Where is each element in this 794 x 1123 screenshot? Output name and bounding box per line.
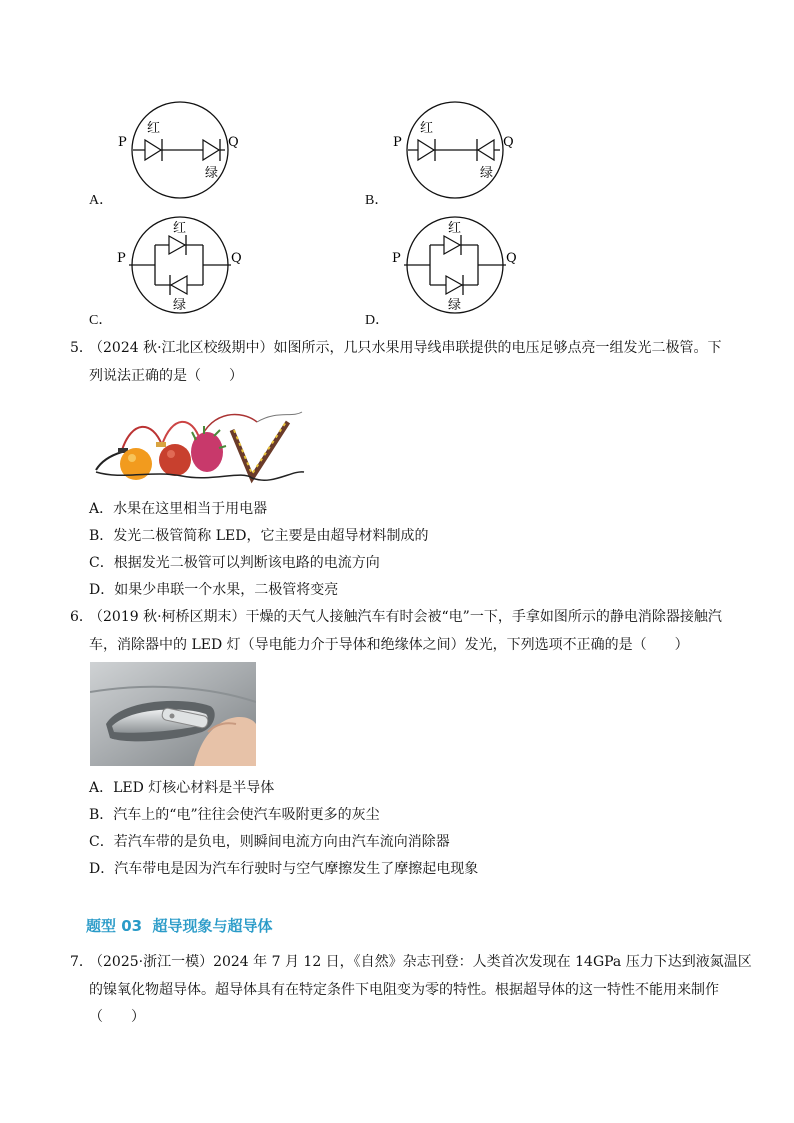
question-7-stem-line3: （ ） [89,1009,145,1025]
question-5-stem-line1: （2024 秋·江北区校级期中）如图所示，几只水果用导线串联提供的电压足够点亮一组发光二极管。下 [89,340,722,356]
question-5-stem-line2: 列说法正确的是（ ） [89,368,243,384]
question-5-option-c[interactable]: C．根据发光二极管可以判断该电路的电流方向 [89,555,380,571]
option-c-diagram [115,215,250,320]
terminal-q-label: Q [231,251,242,266]
question-5-option-a[interactable]: A．水果在这里相当于用电器 [89,501,268,517]
terminal-p-label: P [117,251,126,266]
red-led-label: 红 [147,121,161,136]
option-d-letter[interactable]: D． [365,313,390,328]
option-a-diagram [115,100,250,205]
option-c-letter[interactable]: C． [89,313,113,328]
question-7-stem-line1: （2025·浙江一模）2024 年 7 月 12 日，《自然》杂志刊登：人类首次发现在 14GPa 压力下达到液氮温区 [89,954,752,970]
green-led-label: 绿 [480,166,494,181]
question-5-option-d[interactable]: D．如果少串联一个水果，二极管将变亮 [89,582,339,598]
terminal-q-label: Q [228,135,239,150]
terminal-p-label: P [393,135,402,150]
terminal-p-label: P [392,251,401,266]
terminal-q-label: Q [506,251,517,266]
terminal-q-label: Q [503,135,514,150]
fruit-battery-photo [92,400,306,486]
red-led-label: 红 [173,221,187,236]
section-heading: 题型 03 超导现象与超导体 [86,917,273,935]
option-d-diagram [390,215,525,320]
question-6-option-a[interactable]: A．LED 灯核心材料是半导体 [89,780,275,796]
green-led-label: 绿 [448,298,462,313]
green-led-label: 绿 [205,166,219,181]
question-6-option-d[interactable]: D．汽车带电是因为汽车行驶时与空气摩擦发生了摩擦起电现象 [89,861,479,877]
question-7-stem-line2: 的镍氧化物超导体。超导体具有在特定条件下电阻变为零的特性。根据超导体的这一特性不能用来制作 [89,982,719,998]
question-6-stem-line2: 车，消除器中的 LED 灯（导电能力介于导体和绝缘体之间）发光，下列选项不正确的是（ ） [89,637,689,653]
question-6-stem-line1: （2019 秋·柯桥区期末）干燥的天气人接触汽车有时会被“电”一下，手拿如图所示的静电消除器接触汽 [89,609,722,625]
question-6-option-c[interactable]: C．若汽车带的是负电，则瞬间电流方向由汽车流向消除器 [89,834,450,850]
option-a-letter[interactable]: A． [89,193,114,208]
option-b-diagram [390,100,525,205]
red-led-label: 红 [448,221,462,236]
red-led-label: 红 [420,121,434,136]
question-5-option-b[interactable]: B．发光二极管简称 LED，它主要是由超导材料制成的 [89,528,429,544]
green-led-label: 绿 [173,298,187,313]
question-6-number: 6． [70,609,93,625]
car-door-static-eliminator-photo [90,662,256,766]
question-5-number: 5． [70,340,93,356]
terminal-p-label: P [118,135,127,150]
option-b-letter[interactable]: B． [365,193,389,208]
question-7-number: 7． [70,954,93,970]
question-6-option-b[interactable]: B．汽车上的“电”往往会使汽车吸附更多的灰尘 [89,807,380,823]
